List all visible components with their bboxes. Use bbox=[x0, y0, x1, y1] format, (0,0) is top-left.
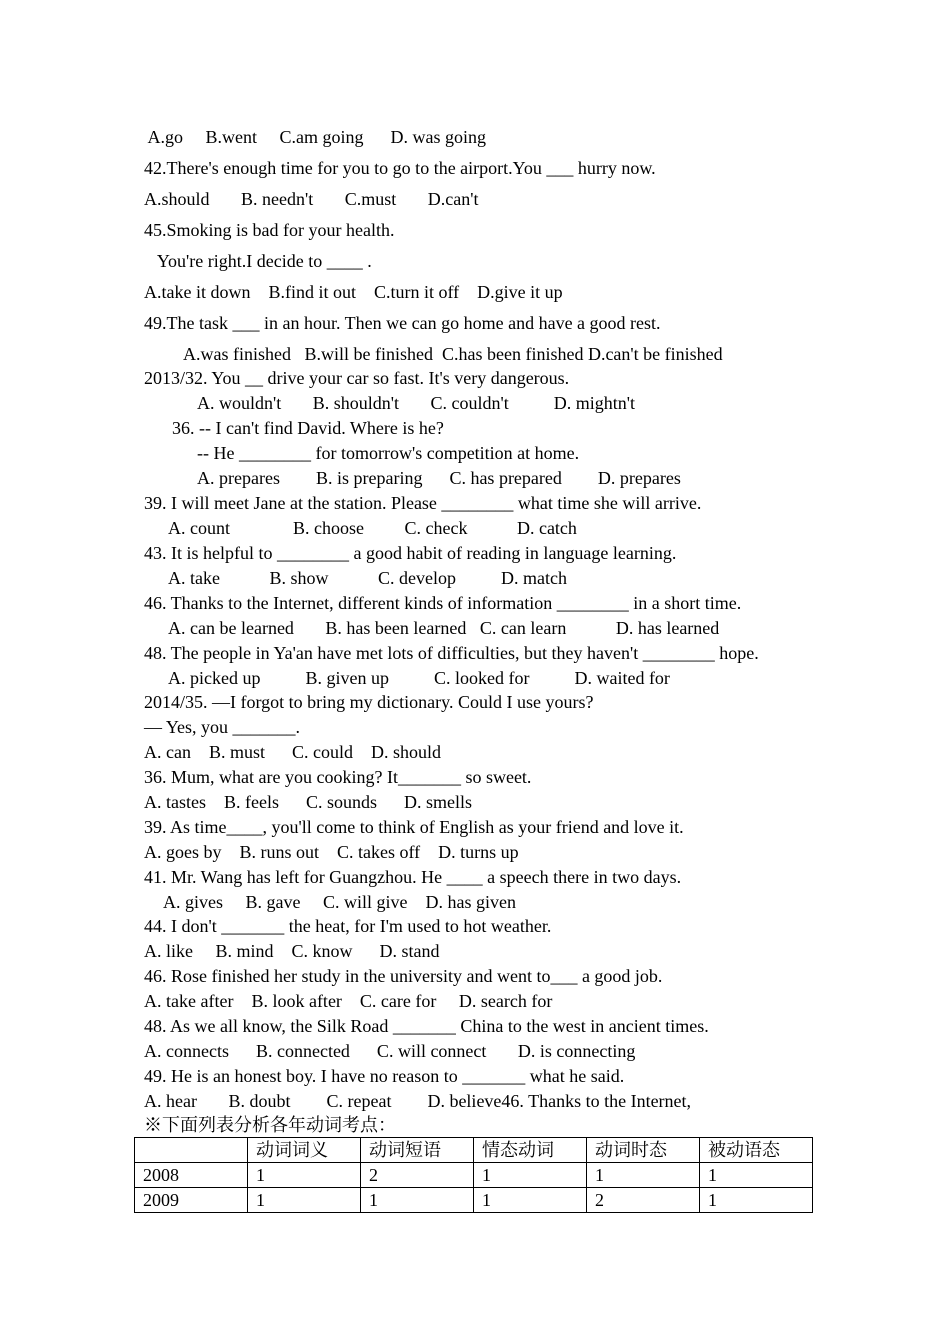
text-line: A. wouldn't B. shouldn't C. couldn't D. mightn't bbox=[197, 393, 635, 413]
text-line: A. tastes B. feels C. sounds D. smells bbox=[144, 792, 472, 812]
text-line: 36. -- I can't find David. Where is he? bbox=[172, 418, 444, 438]
text-line: A. prepares B. is preparing C. has prepared D. prepares bbox=[197, 468, 681, 488]
text-line: 46. Thanks to the Internet, different kinds of information ________ in a short time. bbox=[144, 593, 742, 613]
table-caption: ※下面列表分析各年动词考点： bbox=[144, 1115, 396, 1135]
text-line: A.was finished B.will be finished C.has been finished D.can't be finished bbox=[183, 344, 723, 364]
table-cell bbox=[135, 1138, 248, 1163]
text-line: A. take B. show C. develop D. match bbox=[168, 568, 567, 588]
text-line: 49. He is an honest boy. I have no reason to _______ what he said. bbox=[144, 1066, 625, 1086]
table-header-row bbox=[135, 1138, 813, 1163]
table-cell: 1 bbox=[700, 1163, 813, 1188]
text-line: 49.The task ___ in an hour. Then we can go home and have a good rest. bbox=[144, 313, 661, 333]
text-line: 46. Rose finished her study in the university and went to___ a good job. bbox=[144, 966, 663, 986]
table-cell: 1 bbox=[248, 1163, 361, 1188]
table-cell: 1 bbox=[587, 1163, 700, 1188]
text-line: A.take it down B.find it out C.turn it off D.give it up bbox=[144, 282, 563, 302]
table-cell: 动词时态 bbox=[587, 1138, 700, 1163]
text-line: -- He ________ for tomorrow's competition at home. bbox=[197, 443, 580, 463]
text-line: 39. I will meet Jane at the station. Please ________ what time she will arrive. bbox=[144, 493, 702, 513]
text-line: 45.Smoking is bad for your health. bbox=[144, 220, 395, 240]
text-line: A. goes by B. runs out C. takes off D. turns up bbox=[144, 842, 519, 862]
text-line: A. gives B. gave C. will give D. has given bbox=[163, 892, 516, 912]
text-line: A. picked up B. given up C. looked for D. waited for bbox=[168, 668, 670, 688]
text-line: A. can B. must C. could D. should bbox=[144, 742, 441, 762]
table-cell: 2009 bbox=[135, 1188, 248, 1213]
table-cell: 情态动词 bbox=[474, 1138, 587, 1163]
table-cell: 动词词义 bbox=[248, 1138, 361, 1163]
text-line: 42.There's enough time for you to go to the airport.You ___ hurry now. bbox=[144, 158, 656, 178]
text-line: A. like B. mind C. know D. stand bbox=[144, 941, 440, 961]
table-cell: 1 bbox=[700, 1188, 813, 1213]
text-line: A.go B.went C.am going D. was going bbox=[144, 127, 486, 147]
table-cell: 动词短语 bbox=[361, 1138, 474, 1163]
table-cell: 1 bbox=[248, 1188, 361, 1213]
text-line: 2014/35. —I forgot to bring my dictionary. Could I use yours? bbox=[144, 692, 594, 712]
table-cell: 1 bbox=[474, 1163, 587, 1188]
table-cell: 被动语态 bbox=[700, 1138, 813, 1163]
text-line: 36. Mum, what are you cooking? It_______ so sweet. bbox=[144, 767, 532, 787]
text-line: 39. As time____, you'll come to think of English as your friend and love it. bbox=[144, 817, 684, 837]
text-line: A. take after B. look after C. care for D. search for bbox=[144, 991, 553, 1011]
text-line: — Yes, you _______. bbox=[144, 717, 301, 737]
text-line: 41. Mr. Wang has left for Guangzhou. He ____ a speech there in two days. bbox=[144, 867, 682, 887]
text-line: 48. The people in Ya'an have met lots of difficulties, but they haven't ________ hope. bbox=[144, 643, 759, 663]
table-row bbox=[135, 1188, 813, 1213]
table-cell: 2008 bbox=[135, 1163, 248, 1188]
table-cell: 2 bbox=[361, 1163, 474, 1188]
text-line: You're right.I decide to ____ . bbox=[144, 251, 372, 271]
text-line: 2013/32. You __ drive your car so fast. It's very dangerous. bbox=[144, 368, 570, 388]
text-line: 43. It is helpful to ________ a good habit of reading in language learning. bbox=[144, 543, 677, 563]
table-cell: 1 bbox=[474, 1188, 587, 1213]
text-line: A. connects B. connected C. will connect D. is connecting bbox=[144, 1041, 636, 1061]
table-row bbox=[135, 1163, 813, 1188]
text-line: A. hear B. doubt C. repeat D. believe46. Thanks to the Internet, bbox=[144, 1091, 692, 1111]
verb-topic-table bbox=[134, 1137, 813, 1213]
text-line: A. can be learned B. has been learned C. can learn D. has learned bbox=[168, 618, 720, 638]
text-line: A. count B. choose C. check D. catch bbox=[168, 518, 577, 538]
text-line: 48. As we all know, the Silk Road _______ China to the west in ancient times. bbox=[144, 1016, 709, 1036]
table-cell: 2 bbox=[587, 1188, 700, 1213]
text-line: A.should B. needn't C.must D.can't bbox=[144, 189, 479, 209]
text-line: 44. I don't _______ the heat, for I'm used to hot weather. bbox=[144, 916, 552, 936]
table-cell: 1 bbox=[361, 1188, 474, 1213]
